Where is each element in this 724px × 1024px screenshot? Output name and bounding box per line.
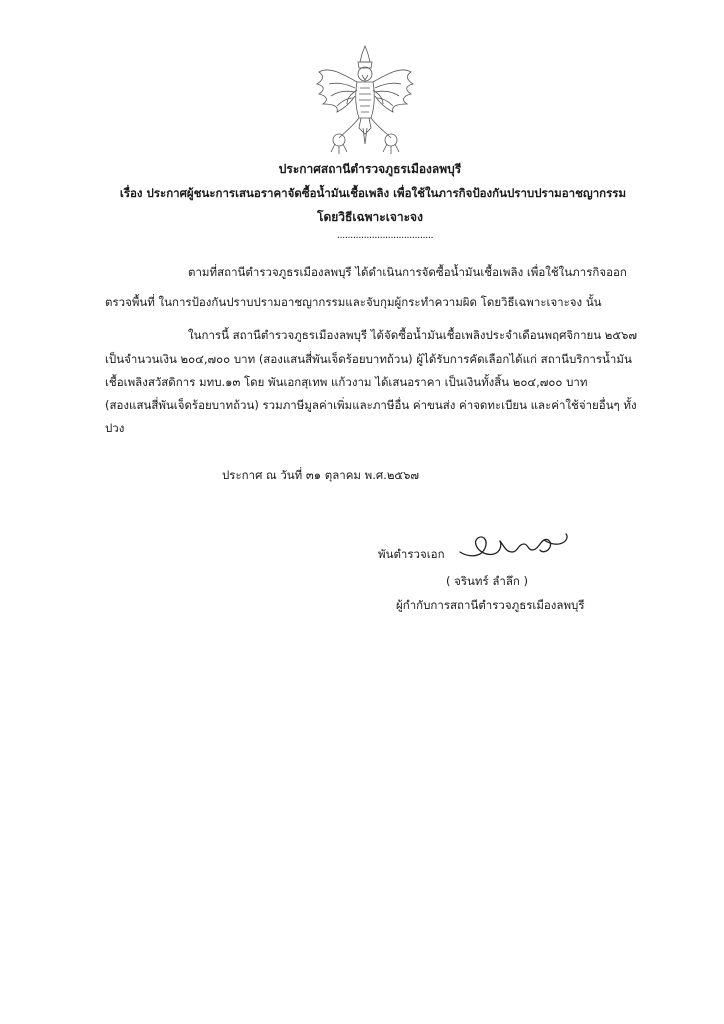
paragraph2-line: ปวง bbox=[105, 421, 125, 435]
document-subject: เรื่อง ประกาศผู้ชนะการเสนอราคาจัดซื้อน้ำมันเชื้อเพลิง เพื่อใช้ในภารกิจป้องกันปราบปรามอาชญากรรม bbox=[119, 186, 627, 200]
signatory-name: ( จรินทร์ ลำลึก ) bbox=[446, 574, 528, 588]
garuda-emblem-icon bbox=[313, 44, 417, 160]
title-separator: .................................... bbox=[336, 230, 434, 241]
paragraph1-line: ตามที่สถานีตำรวจภูธรเมืองลพบุรี ได้ดำเนินการจัดซื้อน้ำมันเชื้อเพลิง เพื่อใช้ในภารกิจออก bbox=[188, 265, 627, 279]
signatory-rank: พันตำรวจเอก bbox=[378, 547, 445, 561]
paragraph2-line: ในการนี้ สถานีตำรวจภูธรเมืองลพบุรี ได้จัดซื้อน้ำมันเชื้อเพลิงประจำเดือนพฤศจิกายน ๒๕๖๗ bbox=[188, 328, 638, 342]
handwritten-signature bbox=[458, 530, 574, 566]
document-method: โดยวิธีเฉพาะเจาะจง bbox=[317, 210, 423, 224]
paragraph1-line: ตรวจพื้นที่ ในการป้องกันปราบปรามอาชญากรรมและจับกุมผู้กระทำความผิด โดยวิธีเฉพาะเจาะจง นั้น bbox=[105, 295, 602, 309]
announce-date: ประกาศ ณ วันที่ ๓๑ ตุลาคม พ.ศ.๒๕๖๗ bbox=[222, 468, 420, 482]
paragraph2-line: เป็นจำนวนเงิน ๒๐๔,๗๐๐ บาท (สองแสนสี่พันเจ็ดร้อยบาทถ้วน) ผู้ได้รับการคัดเลือกได้แก่ สถานีบริการน้ำมัน bbox=[105, 352, 632, 366]
signatory-position: ผู้กำกับการสถานีตำรวจภูธรเมืองลพบุรี bbox=[396, 598, 585, 612]
document-title: ประกาศสถานีตำรวจภูธรเมืองลพบุรี bbox=[278, 162, 462, 176]
paragraph2-line: เชื้อเพลิงสวัสดิการ มทบ.๑๓ โดย พันเอกสุเทพ แก้วงาม ได้เสนอราคา เป็นเงินทั้งสิ้น ๒๐๔,๗๐๐ บาท bbox=[105, 375, 588, 389]
paragraph2-line: (สองแสนสี่พันเจ็ดร้อยบาทถ้วน) รวมภาษีมูลค่าเพิ่มและภาษีอื่น ค่าขนส่ง ค่าจดทะเบียน และค่าใช้จ่ายอื่นๆ ทั้ง bbox=[105, 398, 637, 412]
